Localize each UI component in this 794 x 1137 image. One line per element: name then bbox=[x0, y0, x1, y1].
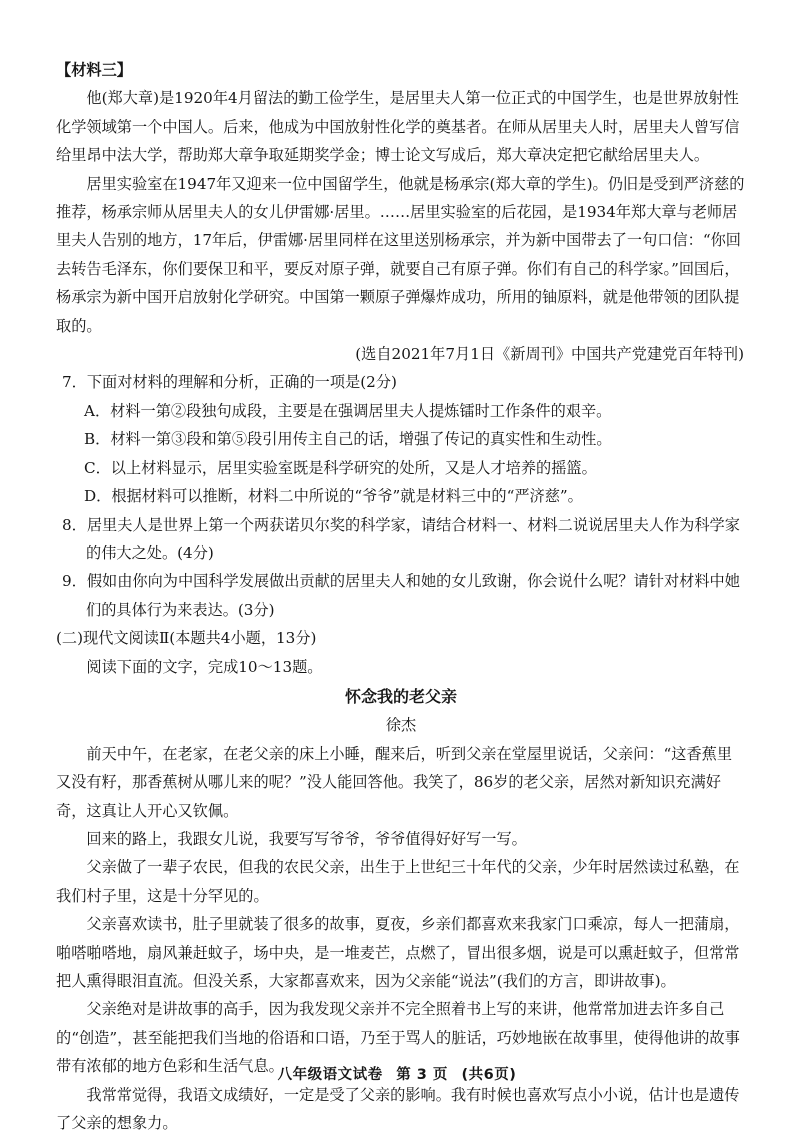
article-paragraph: 我常常觉得，我语文成绩好，一定是受了父亲的影响。我有时候也喜欢写点小小说，估计也是遗传了父亲的想象力。 bbox=[56, 1085, 740, 1133]
question-8: 8．居里夫人是世界上第一个两获诺贝尔奖的科学家，请结合材料一、材料二说说居里夫人作为科学家的伟大之处。(4分) bbox=[62, 515, 740, 562]
article-paragraph: 回来的路上，我跟女儿说，我要写写爷爷，爷爷值得好好写一写。 bbox=[86, 829, 527, 848]
material3-paragraph: 居里实验室在1947年又迎来一位中国留学生，他就是杨承宗(郑大章的学生)。仍旧是受到严济慈的推荐，杨承宗师从居里夫人的女儿伊雷娜·居里。……居里实验室的后花园，是1934年郑大章与老师居里夫人告别的地方，17年后，伊雷娜·居里同样在这里送别杨承宗，并为新中国带去了一句口信：“你回去转告毛泽东，你们要保卫和平，要反对原子弹，就要自己有原子弹。你们有自己的科学家。”回国后，杨承宗为新中国开启放射化学研究。中国第一颗原子弹爆炸成功，所用的铀原料，就是他带领的团队提取的。 bbox=[56, 174, 745, 335]
section-2-heading: (二)现代文阅读Ⅱ(本题共4小题，13分) bbox=[56, 629, 317, 648]
question-7-option-d: D．根据材料可以推断，材料二中所说的“爷爷”就是材料三中的“严济慈”。 bbox=[84, 487, 583, 506]
article-paragraph: 父亲做了一辈子农民，但我的农民父亲，出生于上世纪三十年代的父亲，少年时居然读过私塾，在我们村子里，这是十分罕见的。 bbox=[56, 858, 740, 905]
article-title: 怀念我的老父亲 bbox=[344, 686, 457, 706]
question-7-option-b: B．材料一第③段和第⑤段引用传主自己的话，增强了传记的真实性和生动性。 bbox=[84, 430, 612, 449]
article-paragraph: 父亲喜欢读书，肚子里就装了很多的故事，夏夜，乡亲们都喜欢来我家门口乘凉，每人一把蒲扇，啪嗒啪嗒地，扇风兼赶蚊子，场中央，是一堆麦芒，点燃了，冒出很多烟，说是可以熏赶蚊子，但常常把人熏得眼泪直流。但没关系，大家都喜欢来，因为父亲能“说法”(我们的方言，即讲故事)。 bbox=[56, 915, 740, 990]
material3-heading: 【材料三】 bbox=[56, 61, 132, 79]
question-7-stem: 7．下面对材料的理解和分析，正确的一项是(2分) bbox=[62, 373, 397, 392]
material3-source: (选自2021年7月1日《新周刊》中国共产党建党百年特刊) bbox=[355, 345, 744, 364]
question-7-option-c: C．以上材料显示，居里实验室既是科学研究的处所，又是人才培养的摇篮。 bbox=[84, 458, 597, 477]
page-content bbox=[56, 56, 746, 1137]
footer-total-pages: (共6页) bbox=[461, 1067, 517, 1083]
article-paragraph: 父亲绝对是讲故事的高手，因为我发现父亲并不完全照着书上写的来讲，他常常加进去许多自己的“创造”，甚至能把我们当地的俗语和口语，乃至于骂人的脏话，巧妙地嵌在故事里，使得他讲的故事带有浓郁的地方色彩和生活气息。 bbox=[56, 1000, 740, 1076]
footer-subject: 八年级语文试卷 bbox=[277, 1067, 383, 1083]
article-author: 徐杰 bbox=[385, 716, 417, 735]
page-footer bbox=[0, 1061, 794, 1089]
footer-page-number: 第 3 页 bbox=[396, 1067, 448, 1083]
section-2-instruction: 阅读下面的文字，完成10～13题。 bbox=[86, 657, 323, 676]
question-9: 9．假如由你向为中国科学发展做出贡献的居里夫人和她的女儿致谢，你会说什么呢？请针对材料中她们的具体行为来表达。(3分) bbox=[62, 572, 740, 619]
material3-paragraph: 他(郑大章)是1920年4月留法的勤工俭学生，是居里夫人第一位正式的中国学生，也是世界放射性化学领域第一个中国人。后来，他成为中国放射性化学的奠基者。在师从居里夫人时，居里夫人曾写信给里昂中法大学，帮助郑大章争取延期奖学金；博士论文写成后，郑大章决定把它献给居里夫人。 bbox=[56, 89, 740, 165]
question-7-option-a: A．材料一第②段独句成段，主要是在强调居里夫人提炼镭时工作条件的艰辛。 bbox=[84, 401, 612, 420]
article-paragraph: 前天中午，在老家，在老父亲的床上小睡，醒来后，听到父亲在堂屋里说话，父亲问：“这香蕉里又没有籽，那香蕉树从哪儿来的呢？”没人能回答他。我笑了，86岁的老父亲，居然对新知识充满好奇，这真让人开心又钦佩。 bbox=[56, 744, 733, 820]
